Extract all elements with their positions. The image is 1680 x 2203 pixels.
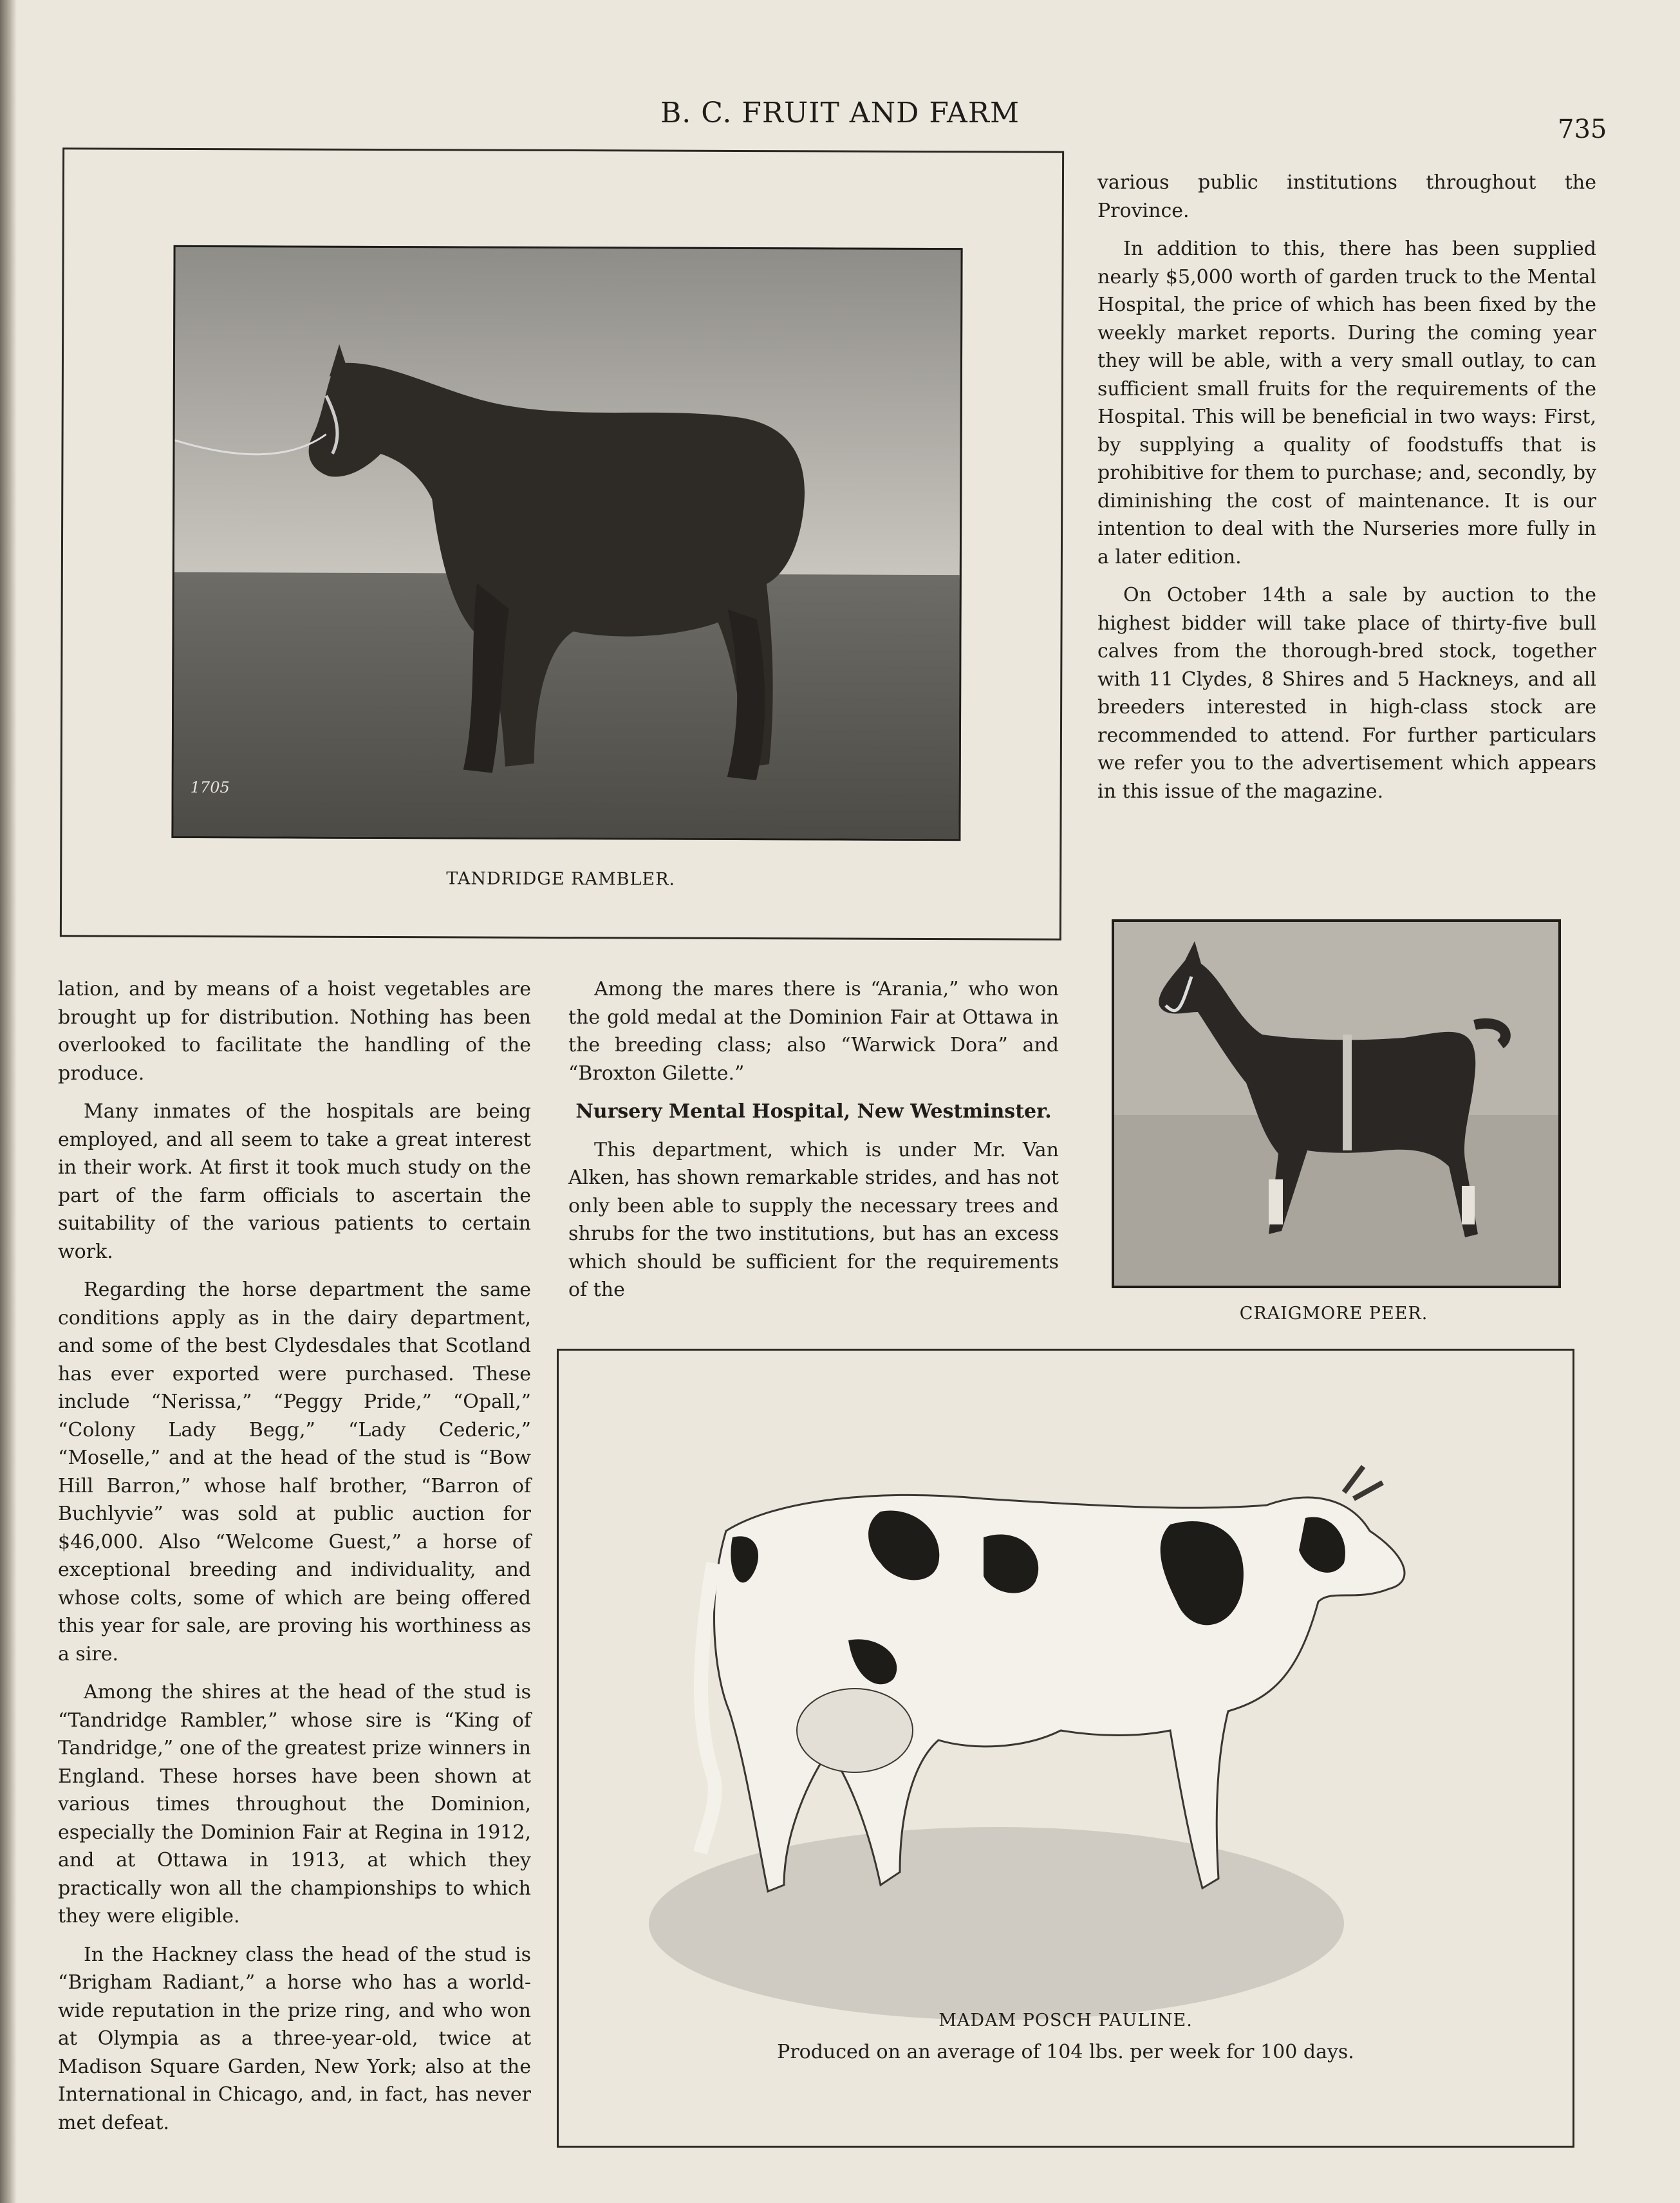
book-gutter-shadow [0, 0, 17, 2203]
paragraph: Regarding the horse department the same conditions apply as in the dairy department, and some of the best Clydesdales that Scotland has ever exported were purchased. These include “Nerissa,” “Peggy Pride,” “Opall,” “Colony Lady Begg,” “Lady Cederic,” “Moselle,” and at the head of the stud is “Bow Hill Barron,” whose half brother, “Barron of Buchlyvie” was sold at public auction for $46,000. Also “Welcome Guest,” a horse of exceptional breeding and individuality, and whose colts, some of which are being offered this year for sale, are proving his worthiness as a sire. [58, 1279, 531, 1665]
paragraph: Many inmates of the hospitals are being employed, and all seem to take a great interest in their work. At first it took much study on the part of the farm officials to ascertain the suitability of the various patients to certain work. [58, 1100, 531, 1263]
photo-tandridge-rambler [171, 245, 962, 841]
paragraph: Among the mares there is “Arania,” who won the gold medal at the Dominion Fair at Ottawa in the breeding class; also “Warwick Dora” and “Broxton Gilette.” [568, 978, 1059, 1085]
paragraph: This department, which is under Mr. Van Alken, has shown remarkable strides, and has not only been able to supply the necessary trees and shrubs for the two institutions, but has an excess which should be sufficient for the requirements of the [568, 1138, 1059, 1301]
plate-number: 1705 [190, 778, 230, 797]
section-heading: Nursery Mental Hospital, New Westminster. [575, 1100, 1052, 1123]
caption-madam-posch-pauline: MADAM POSCH PAULINE. [938, 2011, 1193, 2030]
paragraph: various public institutions throughout the Province. [1097, 171, 1596, 222]
figure-tandridge-rambler [60, 147, 1064, 940]
paragraph: lation, and by means of a hoist vegetables are brought up for distribution. Nothing has been overlooked to facilitate the handling of the produce. [58, 978, 531, 1085]
subcaption-madam-posch-pauline: Produced on an average of 104 lbs. per week for 100 days. [777, 2041, 1354, 2063]
photo-madam-posch-pauline [636, 1428, 1421, 2020]
paragraph: Among the shires at the head of the stud is “Tandridge Rambler,” whose sire is “King of Tandridge,” one of the greatest prize winners in England. These horses have been shown at various times throughout the Dominion, especially the Dominion Fair at Regina in 1912, and at Ottawa in 1913, at which they practically won all the championships to which they were eligible. [58, 1681, 531, 1927]
right-upper-column [1097, 169, 1596, 816]
page-number: 735 [1558, 115, 1607, 144]
paragraph: In the Hackney class the head of the stud is “Brigham Radiant,” a horse who has a world-wide reputation in the prize ring, and who won at Olympia as a three-year-old, twice at Madison Square Garden, New York; also at the International in Chicago, and, in fact, has never met defeat. [58, 1943, 531, 2134]
paragraph: On October 14th a sale by auction to the highest bidder will take place of thirty-five bull calves from the thorough-bred stock, together with 11 Clydes, 8 Shires and 5 Hackneys, and all breeders interested in high-class stock are recommended to attend. For further particulars we refer you to the advertisement which appears in this issue of the magazine. [1097, 584, 1596, 803]
left-lower-column [58, 975, 531, 2147]
paragraph: In addition to this, there has been supplied nearly $5,000 worth of garden truck to the Mental Hospital, the price of which has been fixed by the weekly market reports. During the coming year they will be able, with a very small outlay, to can sufficient small fruits for the requirements of the Hospital. This will be beneficial in two ways: First, by supplying a quality of foodstuffs that is prohibitive for them to purchase; and, secondly, by diminishing the cost of maintenance. It is our intention to deal with the Nurseries more fully in a later edition. [1097, 238, 1596, 568]
caption-tandridge-rambler: TANDRIDGE RAMBLER. [446, 868, 676, 890]
photo-craigmore-peer [1112, 919, 1561, 1288]
running-head: B. C. FRUIT AND FARM [660, 97, 1020, 129]
middle-column [568, 975, 1059, 1315]
figure-madam-posch-pauline [557, 1349, 1574, 2148]
caption-craigmore-peer: CRAIGMORE PEER. [1239, 1304, 1428, 1324]
